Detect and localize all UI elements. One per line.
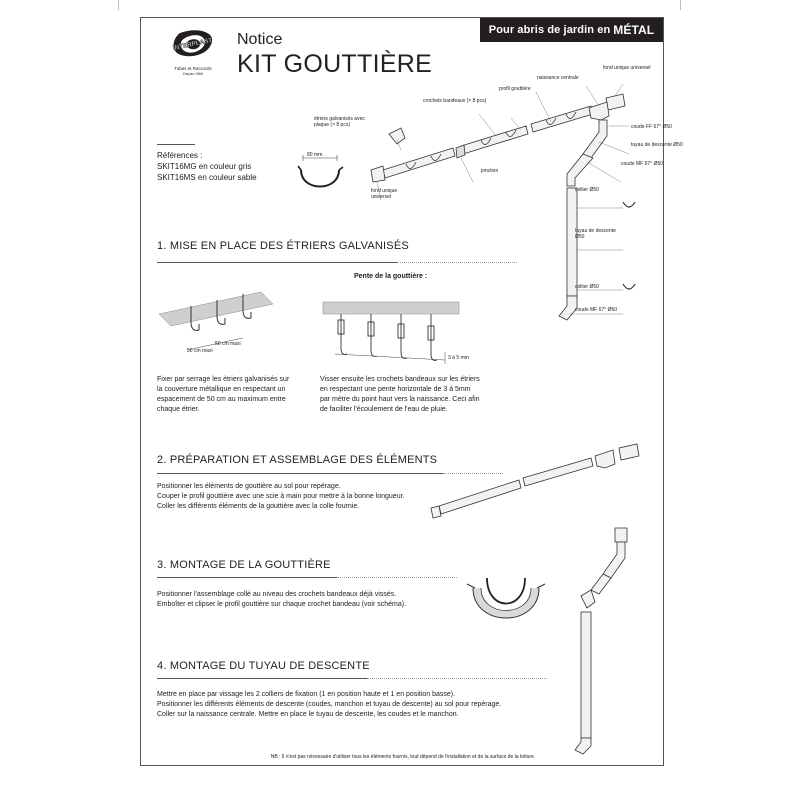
text-line: en respectant une pente horizontale de 3 à 5mm	[320, 386, 471, 393]
text-line: chaque étrier.	[157, 406, 200, 413]
downpipe-diagram	[571, 524, 631, 754]
spacing-label-2: 50 cm maxi	[215, 341, 241, 347]
section-3-dots	[337, 577, 457, 578]
reference-item: SKIT16MG en couleur gris	[157, 162, 252, 171]
text-line: Emboîter et clipser le profil gouttière sur chaque crochet bandeau (voir schéma).	[157, 601, 407, 608]
text-line: Coller sur la naissance centrale. Mettre en place le tuyau de descente, les coudes et le manchon.	[157, 711, 459, 718]
text-line: Fixer par serrage les étriers galvanisés sur	[157, 376, 290, 383]
section-1-rule	[157, 262, 397, 263]
references-heading: Références :	[157, 151, 203, 160]
label-coude-mf-top: coude MF 67° Ø50	[621, 161, 664, 167]
text-line: Positionner les éléments de gouttière au sol pour repérage.	[157, 483, 341, 490]
section-3-text	[157, 590, 406, 610]
text-line: Positionner l'assemblage collé au niveau des crochets bandeaux déjà vissés.	[157, 591, 397, 598]
section-2-title: 2. PRÉPARATION ET ASSEMBLAGE DES ÉLÉMENTS	[157, 454, 438, 466]
section-4-title: 4. MONTAGE DU TUYAU DE DESCENTE	[157, 660, 370, 672]
section-4-dots	[367, 678, 547, 679]
label-naissance: naissance centrale	[537, 75, 579, 81]
crop-mark	[680, 0, 681, 10]
section-1-text-left	[157, 375, 289, 415]
section-1-dots	[397, 262, 517, 263]
section-2-text	[157, 482, 405, 512]
label-collier-bottom: collier Ø50	[575, 284, 599, 290]
text-line: Visser ensuite les crochets bandeaux sur les étriers	[320, 376, 480, 383]
slope-measure-label: 3 à 5 mm	[448, 355, 469, 361]
badge-prefix: Pour abris de jardin en	[488, 24, 611, 36]
section-4-rule	[157, 678, 367, 679]
text-line: par mètre du point haut vers la naissance. Ceci afin	[320, 396, 480, 403]
logo-emblem-icon	[158, 30, 228, 60]
text-line: Couper le profil gouttière avec une scie à main pour mettre à la bonne longueur.	[157, 493, 405, 500]
label-tuyau-descente-mid: tuyau de descente Ø50	[575, 228, 616, 240]
notice-label: Notice	[237, 31, 283, 48]
text-line: Coller les différents éléments de la gouttière avec la colle fournie.	[157, 503, 360, 510]
clip-gutter-diagram	[465, 558, 555, 628]
references	[157, 150, 257, 183]
section-3-title: 3. MONTAGE DE LA GOUTTIÈRE	[157, 559, 331, 571]
crop-mark	[118, 0, 119, 10]
section-1-title: 1. MISE EN PLACE DES ÉTRIERS GALVANISÉS	[157, 240, 409, 252]
page-title: KIT GOUTTIÈRE	[237, 50, 433, 78]
section-3-rule	[157, 577, 337, 578]
bracket-width-label: 80 mm	[307, 152, 323, 158]
badge-material: MÉTAL	[613, 23, 655, 37]
label-coude-ff: coude FF 67° Ø50	[631, 124, 672, 130]
logo-tagline: Tubes et Raccords	[174, 66, 212, 71]
assembly-ground-diagram	[431, 436, 661, 506]
interplast-logo	[158, 30, 228, 77]
label-collier-top: collier Ø50	[575, 187, 599, 193]
section-4-text	[157, 690, 501, 720]
material-badge	[480, 18, 663, 42]
label-coude-mf-bottom: coude MF 67° Ø50	[575, 307, 618, 313]
instruction-sheet	[140, 17, 683, 766]
label-crochets: crochets bandeaux (× 8 pcs)	[423, 98, 487, 104]
label-profil: profil gouttière	[499, 86, 531, 92]
label-jonction: jonction	[481, 168, 499, 174]
text-line: de faciliter l'écoulement de l'eau de pluie.	[320, 406, 448, 413]
label-fond-unique-left: fond unique universel	[371, 188, 398, 200]
slope-title: Pente de la gouttière :	[354, 273, 428, 280]
section-2-rule	[157, 473, 443, 474]
text-line: la couverture métallique en respectant un	[157, 386, 286, 393]
section-1-text-right	[320, 375, 480, 415]
logo-since: Depuis 1966	[183, 72, 203, 76]
spacing-label-1: 50 cm maxi	[187, 348, 213, 354]
roof-brackets-diagram	[157, 290, 287, 360]
footnote: NB : Il n'est pas nécessaire d'utiliser tous les éléments fournis, tout dépend de l'installation et de la surface de la toiture.	[270, 754, 536, 760]
text-line: Mettre en place par vissage les 2 colliers de fixation (1 en position haute et 1 en position basse).	[157, 691, 456, 698]
label-etriers: étriers galvanisés avec plaque (× 8 pcs)	[314, 116, 365, 128]
text-line: espacement de 50 cm au maximum entre	[157, 396, 286, 403]
references-rule	[157, 144, 195, 145]
reference-item: SKIT16MS en couleur sable	[157, 173, 257, 182]
label-tuyau-descente-top: tuyau de descente Ø50	[631, 142, 683, 148]
label-fond-unique-top: fond unique universel	[603, 65, 651, 71]
logo-brand: INTERPLAST	[172, 36, 214, 53]
text-line: Positionner les différents éléments de descente (coudes, manchon et tuyau de descente) au sol pour repérage.	[157, 701, 502, 708]
